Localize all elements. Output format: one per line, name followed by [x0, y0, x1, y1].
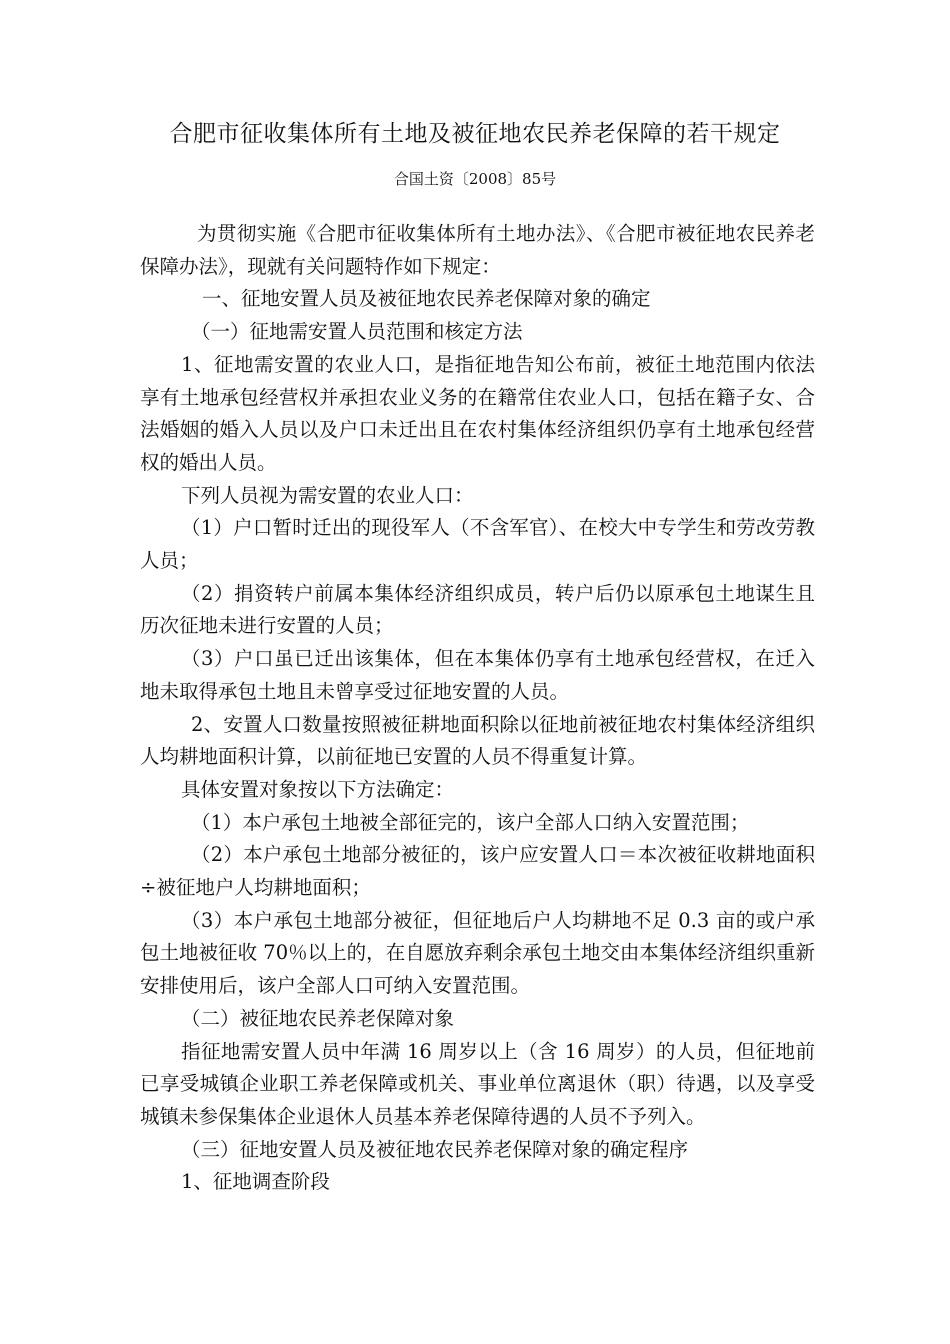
document-number: 合国土资〔2008〕85号 — [393, 170, 557, 188]
paragraph-item-1: 1、征地需安置的农业人口，是指征地告知公布前，被征土地范围内依法享有土地承包经营权并承担农业义务的在籍常住农业人口，包括在籍子女、合法婚姻的婚入人员以及户口未迁出且在农村集体经济组织仍享有土地承包经营权的婚出人员。 — [140, 352, 815, 474]
paragraph-subitem-1: （1）户口暂时迁出的现役军人（不含军官）、在校大中专学生和劳改劳教人员； — [140, 516, 815, 573]
paragraph-item-2: 2、安置人口数量按照被征耕地面积除以征地前被征地农村集体经济组织人均耕地面积计算，以前征地已安置的人员不得重复计算。 — [140, 712, 815, 769]
paragraph-list-intro: 下列人员视为需安置的农业人口： — [181, 483, 474, 507]
paragraph-method-intro: 具体安置对象按以下方法确定： — [181, 777, 455, 801]
paragraph-method-1: （1）本户承包土地被全部征完的，该户全部人口纳入安置范围； — [191, 810, 750, 834]
paragraph-pension-target: 指征地需安置人员中年满 16 周岁以上（含 16 周岁）的人员，但征地前已享受城镇企业职工养老保障或机关、事业单位离退休（职）待遇，以及享受城镇未参保集体企业退休人员基本养老保障待遇的人员不予列入。 — [140, 1039, 815, 1128]
heading-subsection-2: （二）被征地农民养老保障对象 — [181, 1006, 455, 1030]
heading-subsection-1: （一）征地需安置人员范围和核定方法 — [191, 320, 523, 344]
paragraph-subitem-2: （2）捐资转户前属本集体经济组织成员，转户后仍以原承包土地谋生且历次征地未进行安置的人员； — [140, 581, 815, 638]
paragraph-method-2: （2）本户承包土地部分被征的，该户应安置人口＝本次被征收耕地面积÷被征地户人均耕地面积； — [140, 843, 815, 900]
paragraph-survey-stage: 1、征地调查阶段 — [181, 1170, 330, 1194]
paragraph-method-3: （3）本户承包土地部分被征，但征地后户人均耕地不足 0.3 亩的或户承包土地被征收 70％以上的，在自愿放弃剩余承包土地交由本集体经济组织重新安排使用后，该户全部人口可纳入安置范围。 — [140, 908, 815, 998]
paragraph-preamble: 为贯彻实施《合肥市征收集体所有土地办法》、《合肥市被征地农民养老保障办法》，现就有关问题特作如下规定： — [140, 222, 815, 278]
document-body — [140, 218, 815, 1199]
paragraph-subitem-3: （3）户口虽已迁出该集体，但在本集体仍享有土地承包经营权，在迁入地未取得承包土地且未曾享受过征地安置的人员。 — [140, 647, 815, 703]
document-title: 合肥市征收集体所有土地及被征地农民养老保障的若干规定 — [169, 121, 781, 147]
heading-subsection-3: （三）征地安置人员及被征地农民养老保障对象的确定程序 — [181, 1137, 689, 1161]
heading-section-1: 一、征地安置人员及被征地农民养老保障对象的确定 — [202, 287, 651, 311]
